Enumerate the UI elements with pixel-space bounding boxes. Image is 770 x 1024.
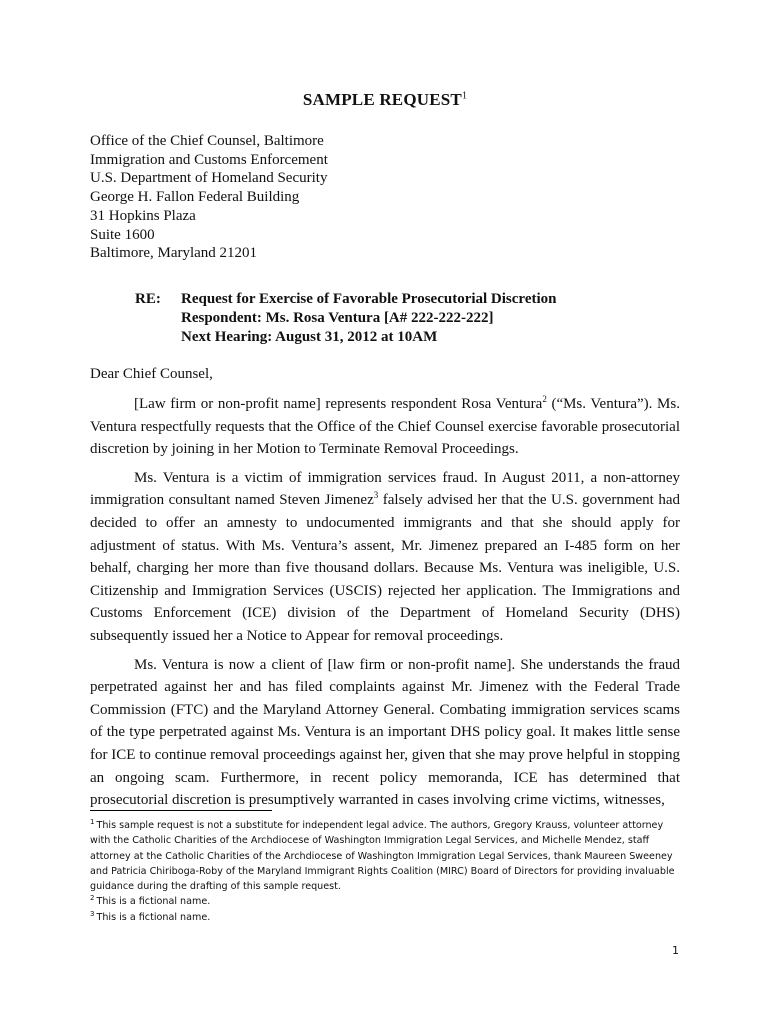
- letter-body: [90, 393, 680, 818]
- title-text: SAMPLE REQUEST: [302, 90, 462, 109]
- salutation: Dear Chief Counsel,: [90, 366, 213, 382]
- footnote-mark: 2: [90, 894, 95, 903]
- footnote-text: This is a fictional name.: [96, 911, 211, 923]
- footnote-mark: 3: [90, 909, 95, 918]
- paragraph-text: Ms. Ventura is now a client of [law firm or non-profit name]. She understands the fraud perpetrated against her and has filed complaints against Mr. Jimenez with the Federal Trade Commission (FTC) and the Maryland Attorney General. Combating immigration services scams of the type perpetrated against Ms. Ventura is an important DHS policy goal. It makes little sense for ICE to continue removal proceedings against her, given that she may prove helpful in stopping an ongoing scam. Furthermore, in recent policy memoranda, ICE has determined that prosecutorial discretion is presumptively warranted in cases involving crime victims, witnesses,: [90, 656, 680, 809]
- title-footnote-mark: 1: [461, 90, 468, 102]
- footnote: [90, 894, 680, 909]
- re-label: RE:: [135, 291, 161, 307]
- subject-line: Request for Exercise of Favorable Prosecutorial Discretion: [181, 291, 557, 307]
- footnote: [90, 910, 680, 925]
- respondent-line: Respondent: Ms. Rosa Ventura [A# 222-222-222]: [181, 310, 494, 326]
- body-paragraph: [90, 393, 680, 461]
- paragraph-text: Ms. Ventura is a victim of immigration services fraud. In August 2011, a non-attorney immigration consultant named Steven Jimenez: [90, 469, 680, 509]
- footnote-divider: [90, 810, 272, 811]
- body-paragraph: [90, 654, 680, 812]
- footnote-ref: 2: [542, 394, 547, 404]
- paragraph-text: falsely advised her that the U.S. government had decided to offer an amnesty to undocumented immigrants and that she should apply for adjustment of status. With Ms. Ventura’s assent, Mr. Jimenez prepared an I-485 form on her behalf, charging her more than five thousand dollars. Because Ms. Ventura was ineligible, U.S. Citizenship and Immigration Services (USCIS) rejected her application. The Immigrations and Customs Enforcement (ICE) division of the Department of Homeland Security (DHS) subsequently issued her a Notice to Appear for removal proceedings.: [90, 492, 680, 644]
- address-line: Suite 1600: [90, 226, 155, 243]
- footnote-ref: 3: [373, 490, 379, 501]
- footnote-text: This is a fictional name.: [96, 896, 211, 908]
- paragraph-text: [Law firm or non-profit name] represents respondent Rosa Ventura: [134, 396, 543, 412]
- address-line: Immigration and Customs Enforcement: [90, 151, 328, 168]
- address-line: U.S. Department of Homeland Security: [90, 170, 328, 187]
- document-title: [0, 90, 770, 110]
- footnotes: [90, 818, 680, 925]
- address-line: Office of the Chief Counsel, Baltimore: [90, 133, 324, 149]
- hearing-line: Next Hearing: August 31, 2012 at 10AM: [181, 329, 438, 345]
- paragraph-text: (“Ms. Ventura”). Ms. Ventura respectfully requests that the Office of the Chief Counsel exercise favorable prosecutorial discretion by joining in her Motion to Terminate Removal Proceedings.: [90, 396, 680, 458]
- recipient-address: [90, 132, 328, 263]
- footnote: [90, 818, 680, 894]
- page-number: 1: [672, 944, 679, 957]
- address-line: George H. Fallon Federal Building: [90, 189, 300, 206]
- footnote-mark: 1: [90, 817, 95, 826]
- footnote-text: This sample request is not a substitute for independent legal advice. The authors, Gregory Krauss, volunteer attorney with the Catholic Charities of the Archdiocese of Washington Immigration Legal Services, and Michelle Mendez, staff attorney at the Catholic Charities of the Archdiocese of Washington Immigration Legal Services, thank Maureen Sweeney and Patricia Chiriboga-Roby of the Maryland Immigrant Rights Coalition (MIRC) Board of Directors for providing invaluable guidance during the drafting of this sample request.: [90, 820, 675, 893]
- body-paragraph: [90, 467, 680, 648]
- address-line: Baltimore, Maryland 21201: [90, 245, 258, 262]
- address-line: 31 Hopkins Plaza: [90, 207, 196, 224]
